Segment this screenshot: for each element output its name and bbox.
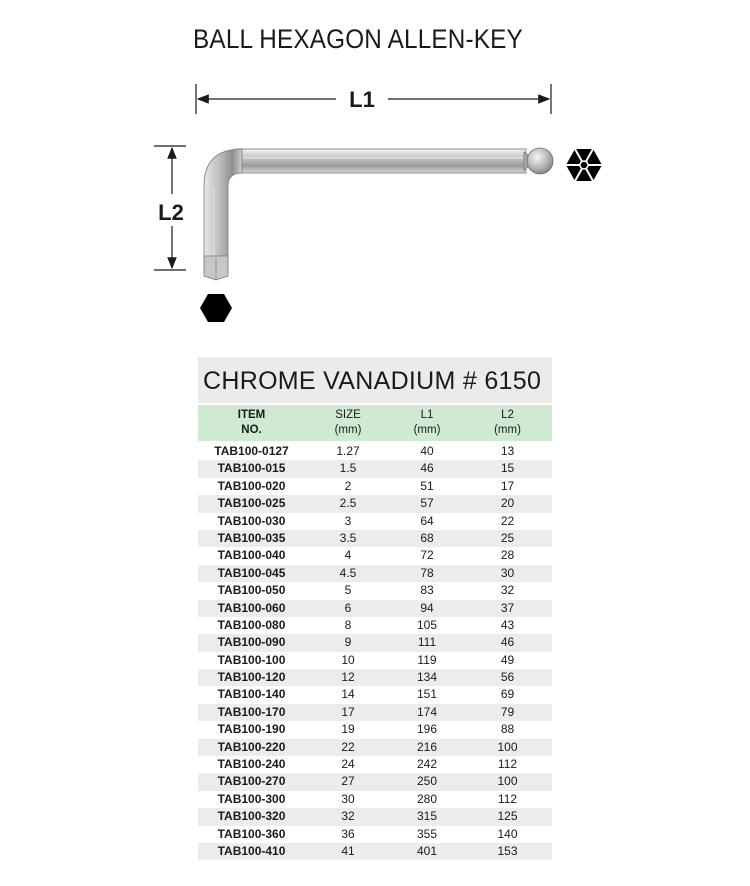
item-no: TAB100-190 <box>217 722 286 737</box>
item-no: TAB100-090 <box>217 635 286 650</box>
header-l2: L2 (mm) <box>494 409 521 436</box>
table-row <box>198 756 552 773</box>
l1-value: 134 <box>416 670 438 685</box>
l1-label: L1 <box>349 87 375 112</box>
l1-value: 78 <box>420 565 434 580</box>
size-value: 1.27 <box>336 444 360 458</box>
item-no: TAB100-220 <box>217 739 286 754</box>
table-row <box>198 634 552 651</box>
size-value: 2 <box>344 478 352 493</box>
page-title: BALL HEXAGON ALLEN-KEY <box>193 24 523 54</box>
l2-value: 30 <box>500 565 515 580</box>
table-row <box>198 652 552 669</box>
table-row <box>198 582 552 599</box>
l2-value: 69 <box>500 687 515 702</box>
size-value: 17 <box>341 704 355 719</box>
l2-value: 56 <box>500 670 515 685</box>
l2-value: 32 <box>500 583 515 598</box>
l1-value: 51 <box>420 478 434 493</box>
l2-value: 153 <box>497 843 518 858</box>
size-value: 9 <box>344 635 352 650</box>
table-row <box>198 460 552 477</box>
item-no: TAB100-060 <box>217 600 286 615</box>
l1-value: 196 <box>416 722 438 737</box>
table-row <box>198 530 552 547</box>
l2-value: 28 <box>500 548 515 563</box>
size-value: 27 <box>341 774 355 789</box>
item-no: TAB100-015 <box>217 461 286 476</box>
table-body <box>198 443 552 860</box>
l1-value: 280 <box>416 791 438 806</box>
l1-value: 250 <box>416 774 438 789</box>
table-row <box>198 513 552 530</box>
l2-value: 20 <box>500 496 515 511</box>
l2-value: 88 <box>500 722 515 737</box>
spec-table <box>198 357 552 860</box>
l2-value: 125 <box>497 809 518 824</box>
table-title: CHROME VANADIUM # 6150 <box>198 357 552 403</box>
item-no: TAB100-020 <box>217 478 286 493</box>
table-row <box>198 739 552 756</box>
table-row <box>198 565 552 582</box>
item-no: TAB100-040 <box>217 548 286 563</box>
size-value: 3.5 <box>339 530 357 545</box>
table-row <box>198 617 552 634</box>
l1-value: 64 <box>420 513 434 528</box>
l1-value: 57 <box>420 496 434 511</box>
l2-value: 37 <box>500 600 515 615</box>
item-no: TAB100-100 <box>217 652 286 667</box>
item-no: TAB100-0127 <box>214 444 289 458</box>
item-no: TAB100-270 <box>217 774 286 789</box>
size-value: 32 <box>341 809 355 824</box>
allen-key-diagram <box>0 70 750 340</box>
item-no: TAB100-360 <box>217 826 286 841</box>
table-row <box>198 600 552 617</box>
size-value: 30 <box>341 791 355 806</box>
header-l1: L1 (mm) <box>413 409 441 436</box>
allen-key <box>204 148 553 280</box>
size-value: 4 <box>344 548 352 563</box>
l2-value: 79 <box>500 704 515 719</box>
l2-value: 100 <box>497 774 518 789</box>
l2-value: 25 <box>500 530 515 545</box>
l1-value: 83 <box>420 583 434 598</box>
size-value: 5 <box>344 583 352 598</box>
l1-value: 46 <box>420 461 434 476</box>
table-row <box>198 773 552 790</box>
l2-value: 22 <box>500 513 515 528</box>
item-no: TAB100-170 <box>217 704 286 719</box>
l2-value: 112 <box>497 757 518 772</box>
l1-dimension <box>196 84 551 114</box>
table-row <box>198 791 552 808</box>
table-row <box>198 721 552 738</box>
hex-end-icon <box>200 294 232 322</box>
item-no: TAB100-030 <box>217 513 286 528</box>
size-value: 1.5 <box>339 461 357 476</box>
size-value: 24 <box>341 757 355 772</box>
table-row <box>198 478 552 495</box>
l2-value: 13 <box>500 444 515 458</box>
table-row <box>198 704 552 721</box>
l2-value: 43 <box>500 617 515 632</box>
size-value: 14 <box>341 687 355 702</box>
l1-value: 105 <box>416 617 438 632</box>
l1-value: 315 <box>416 809 438 824</box>
item-no: TAB100-045 <box>217 565 286 580</box>
size-value: 36 <box>341 826 355 841</box>
size-value: 2.5 <box>339 496 357 511</box>
item-no: TAB100-410 <box>217 843 286 858</box>
size-value: 8 <box>344 617 352 632</box>
l1-value: 94 <box>420 600 434 615</box>
size-value: 6 <box>344 600 352 615</box>
l1-value: 72 <box>420 548 434 563</box>
item-no: TAB100-120 <box>217 670 286 685</box>
l2-value: 100 <box>497 739 518 754</box>
l1-value: 242 <box>416 757 438 772</box>
size-value: 19 <box>341 722 355 737</box>
table-row <box>198 808 552 825</box>
header-item: ITEM NO. <box>237 409 266 436</box>
l1-value: 355 <box>416 826 438 841</box>
size-value: 10 <box>341 652 355 667</box>
l2-value: 17 <box>500 478 515 493</box>
l2-value: 49 <box>500 652 515 667</box>
item-no: TAB100-050 <box>217 583 286 598</box>
l2-value: 15 <box>500 461 515 476</box>
size-value: 12 <box>341 670 355 685</box>
table-row <box>198 547 552 564</box>
l2-value: 112 <box>497 791 518 806</box>
ball-hex-end-icon <box>566 149 602 181</box>
item-no: TAB100-300 <box>217 791 286 806</box>
header-size: SIZE (mm) <box>334 409 362 436</box>
l1-value: 216 <box>416 739 438 754</box>
table-row <box>198 686 552 703</box>
table-row <box>198 669 552 686</box>
size-value: 41 <box>341 843 355 858</box>
size-value: 22 <box>341 739 355 754</box>
l1-value: 174 <box>416 704 438 719</box>
l2-value: 46 <box>500 635 515 650</box>
item-no: TAB100-025 <box>217 496 286 511</box>
l1-value: 151 <box>416 687 438 702</box>
item-no: TAB100-320 <box>217 809 286 824</box>
l1-value: 401 <box>416 843 438 858</box>
item-no: TAB100-240 <box>217 757 286 772</box>
item-no: TAB100-080 <box>217 617 286 632</box>
l1-value: 111 <box>417 635 437 650</box>
item-no: TAB100-035 <box>217 530 286 545</box>
l1-value: 40 <box>420 444 434 458</box>
table-row <box>198 443 552 460</box>
l2-label: L2 <box>158 200 184 225</box>
l1-value: 68 <box>420 530 434 545</box>
table-row <box>198 495 552 512</box>
table-header <box>198 405 552 441</box>
l1-value: 119 <box>417 652 437 667</box>
size-value: 4.5 <box>339 565 357 580</box>
l2-dimension <box>154 146 186 270</box>
table-row <box>198 826 552 843</box>
table-row <box>198 843 552 860</box>
size-value: 3 <box>344 513 352 528</box>
l2-value: 140 <box>497 826 518 841</box>
item-no: TAB100-140 <box>217 687 286 702</box>
